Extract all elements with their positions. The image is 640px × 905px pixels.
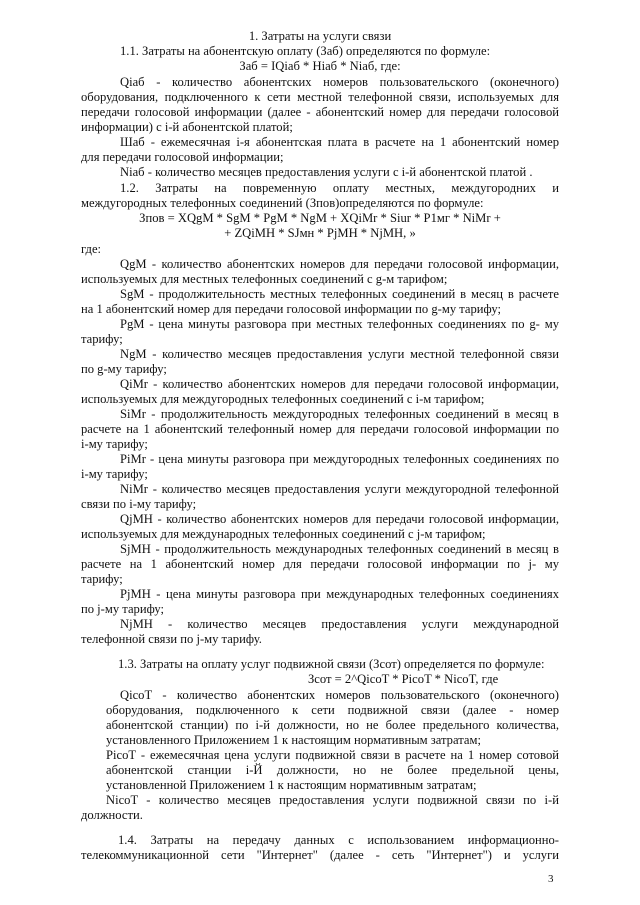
text-line: телефонной связи по j-му тарифу.	[81, 632, 262, 646]
text-line: расчете на 1 абонентский номер для передачи голосовой информации по j- му	[81, 557, 559, 571]
text-line: QgM - количество абонентских номеров для передачи голосовой информации,	[120, 257, 559, 271]
text-line: PicoT - ежемесячная цена услуги подвижной связи в расчете на 1 номер сотовой	[106, 748, 559, 762]
paragraph-1-3-title: 1.3. Затраты на оплату услуг подвижной связи (Зсот) определяется по формуле:	[118, 657, 545, 671]
text-line: SiMr - продолжительность междугородных телефонных соединений в месяц в	[120, 407, 559, 421]
text-line: на 1 абонентский номер для передачи голосовой информации по g-му тарифу;	[81, 302, 502, 316]
text-line: тарифу;	[81, 332, 123, 346]
text-line: оборудования, подключенного к сети подвижной связи (далее - номер	[106, 703, 559, 717]
text-line: SgM - продолжительность местных телефонных соединений в месяц в расчете	[120, 287, 559, 301]
text-line: Niаб - количество месяцев предоставления услуги с i-й абонентской платой .	[120, 165, 533, 179]
text-line: установленной Приложением 1 к настоящим нормативным затратам;	[106, 778, 477, 792]
text-line: NjMH - количество месяцев предоставления услуги международной	[120, 617, 559, 631]
paragraph-1-2-title: 1.2. Затраты на повременную оплату местных, междугородних и	[120, 181, 559, 195]
section-heading: 1. Затраты на услуги связи	[248, 29, 392, 43]
text-line: должности.	[81, 808, 143, 822]
page-number: 3	[548, 873, 554, 885]
paragraph-1-4-title: 1.4. Затраты на передачу данных с использованием информационно-	[118, 833, 559, 847]
paragraph-1-1-title: 1.1. Затраты на абонентскую оплату (Заб) определяются по формуле:	[120, 44, 491, 58]
text-line: QjMH - количество абонентских номеров для передачи голосовой информации,	[120, 512, 559, 526]
text-line: используемых для междугородных телефонных соединений с i-м тарифом;	[81, 392, 485, 406]
text-line: Шаб - ежемесячная i-я абонентская плата в расчете на 1 абонентский номер	[120, 135, 559, 149]
text-line: связи по i-му тарифу;	[81, 497, 197, 511]
formula-zpov-line-2: + ZQiMH * SJмн * PjMH * NjMH, »	[224, 226, 416, 240]
text-line: NgM - количество месяцев предоставления услуги местной телефонной связи	[120, 347, 559, 361]
text-line: тарифу;	[81, 572, 123, 586]
text-line: передачи голосовой информации (далее - абонентский номер для передачи голосовой	[81, 105, 559, 119]
text-line: используемых для международных телефонных соединений с j-м тарифом;	[81, 527, 486, 541]
text-line: NiMr - количество месяцев предоставления услуги междугородной телефонной	[120, 482, 559, 496]
text-line: QiMr - количество абонентских номеров для передачи голосовой информации,	[120, 377, 559, 391]
text-line: где:	[81, 242, 102, 256]
text-line: i-му тарифу;	[81, 467, 148, 481]
text-line: Qiаб - количество абонентских номеров пользовательского (оконечного)	[120, 75, 559, 89]
text-line: по g-му тарифу;	[81, 362, 167, 376]
formula-zsot: Зсот = 2^QicoT * PicoT * NicoT, где	[308, 672, 499, 686]
formula-zab: Заб = IQiаб * Hiаб * Niаб, где:	[239, 59, 401, 73]
text-line: по j-му тарифу;	[81, 602, 165, 616]
formula-zpov-line-1: Зпов = XQgM * SgM * PgM * NgM + XQiMr * Siur * P1мг * NiMr +	[139, 211, 501, 225]
text-line: установленного Приложением 1 к настоящим нормативным затратам;	[106, 733, 481, 747]
text-line: междугородных телефонных соединений (Зпов)определяются по формуле:	[81, 196, 484, 210]
text-line: абонентской станции) по i-й должности, но не более предельного количества,	[106, 718, 559, 732]
text-line: PgM - цена минуты разговора при местных телефонных соединениях по g- му	[120, 317, 559, 331]
text-line: используемых для местных телефонных соединений с g-м тарифом;	[81, 272, 448, 286]
text-line: телекоммуникационной сети "Интернет" (далее - сеть "Интернет") и услуги	[81, 848, 559, 862]
text-line: абонентской станции i-Й должности, но не более предельной цены,	[106, 763, 559, 777]
text-line: информации) с i-й абонентской платой;	[81, 120, 293, 134]
text-line: для передачи голосовой информации;	[81, 150, 284, 164]
text-line: i-му тарифу;	[81, 437, 148, 451]
text-line: QicoT - количество абонентских номеров пользовательского (оконечного)	[120, 688, 559, 702]
text-line: SjMH - продолжительность международных телефонных соединений в месяц в	[120, 542, 559, 556]
text-line: NicoT - количество месяцев предоставления услуги подвижной связи по i-й	[106, 793, 559, 807]
text-line: расчете на 1 абонентский телефонный номер для передачи голосовой информации по	[81, 422, 559, 436]
text-line: PiMr - цена минуты разговора при междугородных телефонных соединениях по	[120, 452, 559, 466]
text-line: оборудования, подключенного к сети местной телефонной связи, используемых для	[81, 90, 559, 104]
text-line: PjMH - цена минуты разговора при международных телефонных соединениях	[120, 587, 559, 601]
